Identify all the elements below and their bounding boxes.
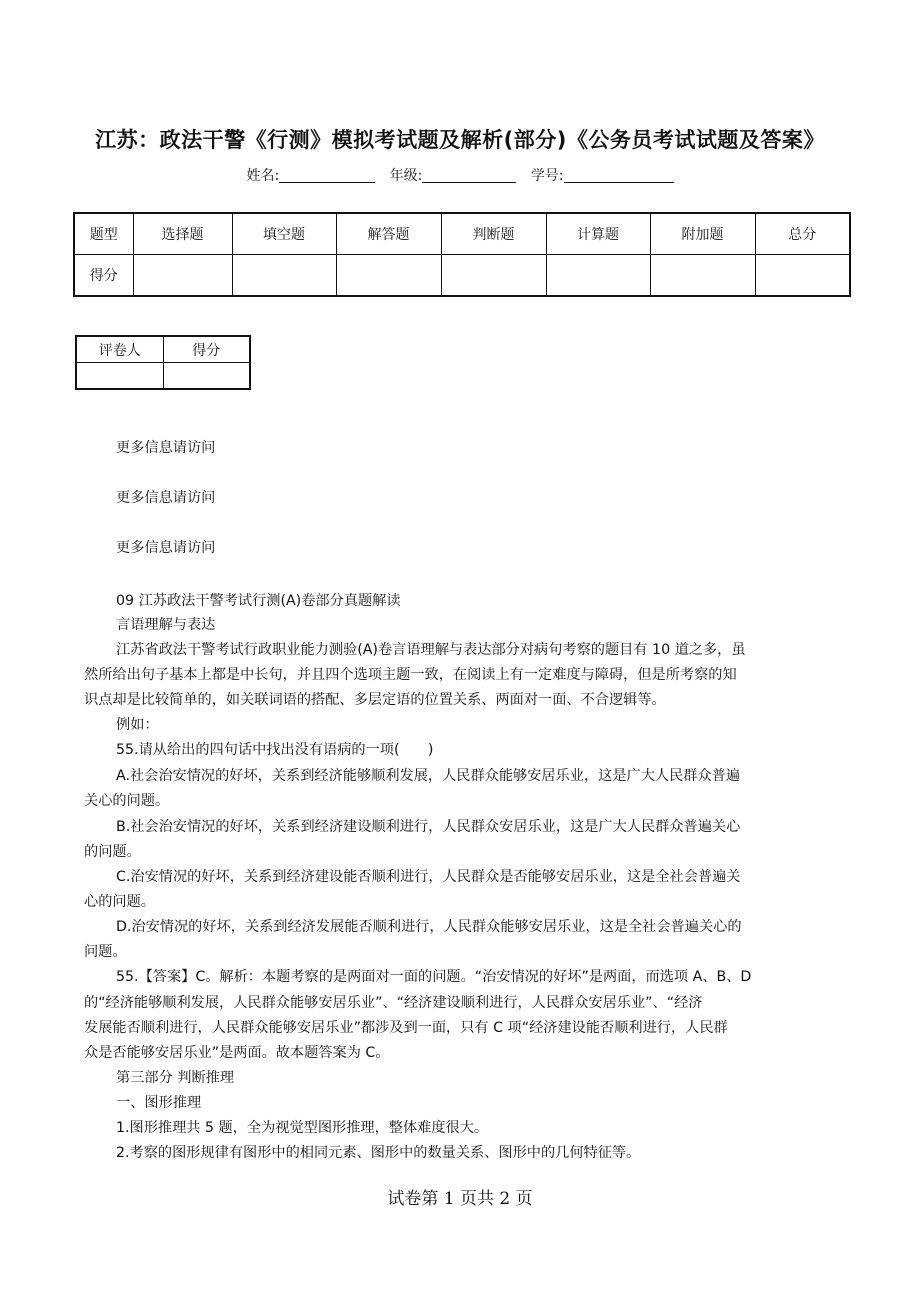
option-line: B.社会治安情况的好坏，关系到经济建设顺利进行，人民群众安居乐业，这是广大人民群众普遍关心 xyxy=(116,819,741,835)
option-line: A.社会治安情况的好坏，关系到经济能够顺利发展，人民群众能够安居乐业，这是广大人民群众普遍 xyxy=(116,768,741,784)
grader-name-cell[interactable] xyxy=(76,363,163,390)
student-id-blank xyxy=(564,168,674,183)
paragraph-line: 2.考察的图形规律有图形中的相同元素、图形中的数量关系、图形中的几何特征等。 xyxy=(116,1145,641,1161)
grader-table-value-row xyxy=(76,363,250,390)
section-heading: 第三部分 判断推理 xyxy=(116,1070,235,1086)
more-info-line: 更多信息请访问 xyxy=(116,440,216,456)
option-line: C.治安情况的好坏，关系到经济建设能否顺利进行，人民群众是否能够安居乐业，这是全社会普遍关 xyxy=(116,869,741,885)
score-cell-calc[interactable] xyxy=(546,255,650,297)
question-stem: 55.请从给出的四句话中找出没有语病的一项( ) xyxy=(116,742,434,758)
score-cell-judge[interactable] xyxy=(441,255,546,297)
paragraph-line: 1.图形推理共 5 题，全为视觉型图形推理，整体难度很大。 xyxy=(116,1120,489,1136)
paragraph-line: 例如： xyxy=(116,717,159,733)
answer-line: 众是否能够安居乐业”是两面。故本题答案为 C。 xyxy=(84,1045,390,1061)
score-cell-fill[interactable] xyxy=(232,255,336,297)
score-table-header-cell: 总分 xyxy=(755,213,850,255)
score-table-header-cell: 填空题 xyxy=(232,213,336,255)
section-heading: 言语理解与表达 xyxy=(116,617,216,633)
grader-table-header-row xyxy=(76,336,250,363)
score-table-header-cell: 计算题 xyxy=(546,213,650,255)
more-info-line: 更多信息请访问 xyxy=(116,540,216,556)
grader-header-cell: 评卷人 xyxy=(76,336,163,363)
option-line: 的问题。 xyxy=(84,844,141,860)
answer-line: 发展能否顺利进行，人民群众能够安居乐业”都涉及到一面，只有 C 项“经济建设能否顺利进行，人民群 xyxy=(84,1020,728,1036)
score-table-header-cell: 题型 xyxy=(74,213,133,255)
score-cell-extra[interactable] xyxy=(650,255,755,297)
score-table-score-row xyxy=(74,255,850,297)
score-table xyxy=(73,212,851,297)
student-id-label: 学号: xyxy=(530,168,564,184)
paragraph-line: 然所给出句子基本上都是中长句，并且四个选项主题一致，在阅读上有一定难度与障碍，但是所考察的知 xyxy=(84,667,737,683)
document-title: 江苏：政法干警《行测》模拟考试题及解析(部分)《公务员考试试题及答案》 xyxy=(95,128,825,152)
name-label: 姓名: xyxy=(246,168,280,184)
grade-blank xyxy=(422,168,516,183)
answer-line: 的“经济能够顺利发展，人民群众能够安居乐业”、“经济建设顺利进行，人民群众安居乐业”、“经济 xyxy=(84,995,703,1011)
page-footer: 试卷第 1 页共 2 页 xyxy=(387,1189,533,1209)
score-table-header-cell: 附加题 xyxy=(650,213,755,255)
score-cell-choice[interactable] xyxy=(133,255,232,297)
grade-label: 年级: xyxy=(389,168,423,184)
section-heading: 09 江苏政法干警考试行测(A)卷部分真题解读 xyxy=(116,593,401,609)
paragraph-line: 识点却是比较简单的，如关联词语的搭配、多层定语的位置关系、两面对一面、不合逻辑等。 xyxy=(84,692,666,708)
grader-score-cell[interactable] xyxy=(163,363,250,390)
section-heading: 一、图形推理 xyxy=(116,1095,202,1111)
option-line: 问题。 xyxy=(84,944,127,960)
option-line: 心的问题。 xyxy=(84,894,155,910)
grader-table xyxy=(75,335,251,390)
answer-line: 55.【答案】C。解析：本题考察的是两面对一面的问题。“治安情况的好坏”是两面，而选项 A、B、D xyxy=(116,969,752,985)
score-cell-answer[interactable] xyxy=(336,255,441,297)
score-table-header-row xyxy=(74,213,850,255)
score-table-header-cell: 解答题 xyxy=(336,213,441,255)
option-line: D.治安情况的好坏，关系到经济发展能否顺利进行，人民群众能够安居乐业，这是全社会普遍关心的 xyxy=(116,919,742,935)
score-table-header-cell: 判断题 xyxy=(441,213,546,255)
option-line: 关心的问题。 xyxy=(84,793,170,809)
student-info-line xyxy=(0,165,920,185)
score-row-label: 得分 xyxy=(74,255,133,297)
score-cell-total[interactable] xyxy=(755,255,850,297)
paragraph-line: 江苏省政法干警考试行政职业能力测验(A)卷言语理解与表达部分对病句考察的题目有 10 道之多，虽 xyxy=(116,642,746,658)
name-blank xyxy=(279,168,375,183)
more-info-line: 更多信息请访问 xyxy=(116,490,216,506)
grader-header-cell: 得分 xyxy=(163,336,250,363)
score-table-header-cell: 选择题 xyxy=(133,213,232,255)
